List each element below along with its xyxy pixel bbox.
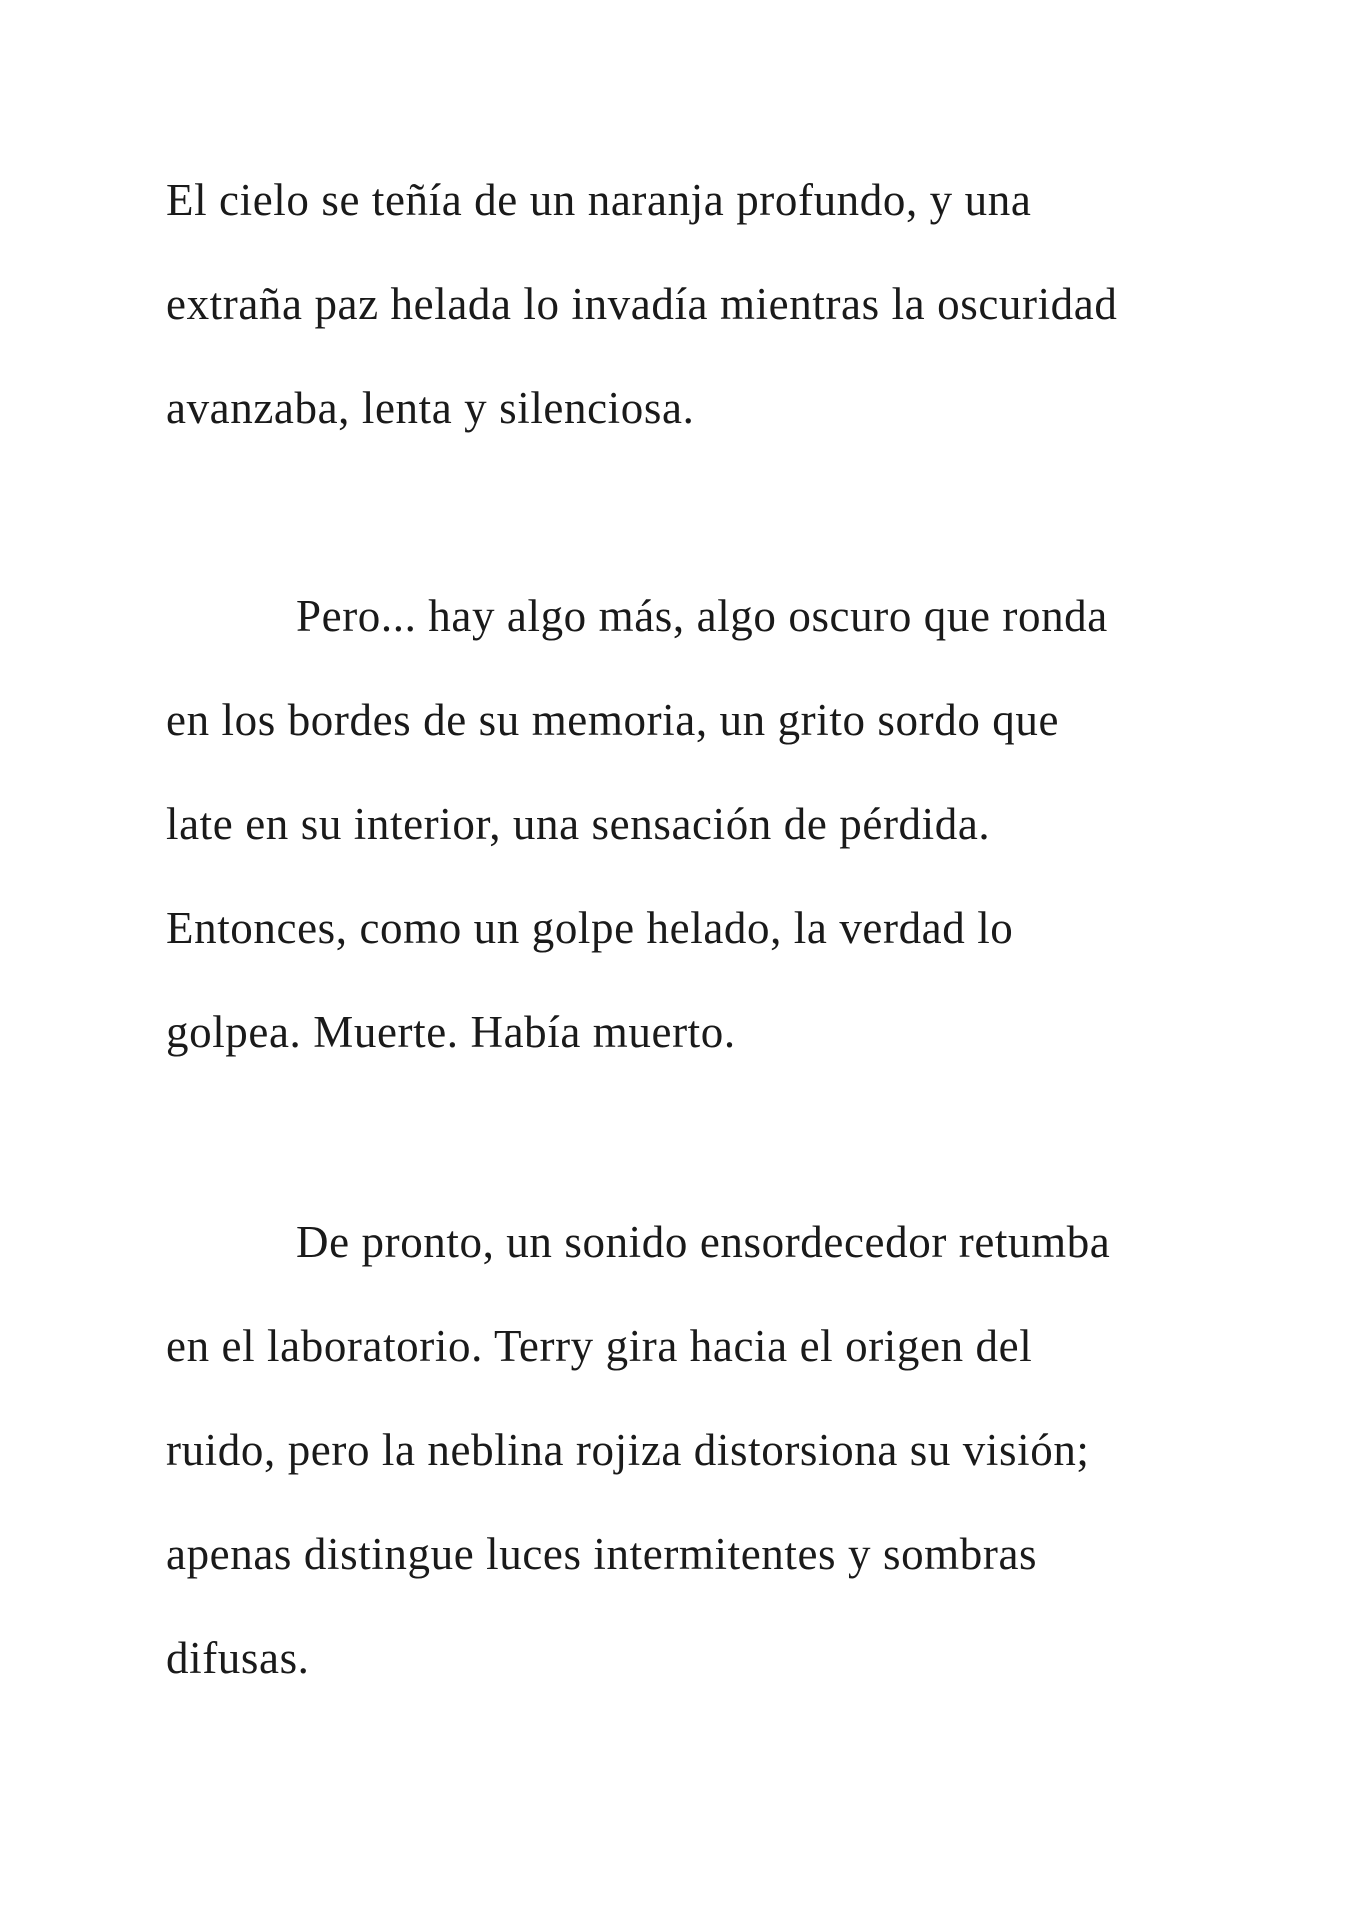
text-line: avanzaba, lenta y silenciosa.	[166, 383, 695, 433]
text-line: El cielo se teñía de un naranja profundo, y una	[166, 175, 1032, 225]
text-line: ruido, pero la neblina rojiza distorsiona su visión;	[166, 1425, 1090, 1475]
text-line: apenas distingue luces intermitentes y sombras	[166, 1529, 1038, 1579]
text-line: en el laboratorio. Terry gira hacia el origen del	[166, 1321, 1033, 1371]
text-line: difusas.	[166, 1633, 310, 1683]
text-line: Pero... hay algo más, algo oscuro que ronda	[296, 591, 1108, 641]
text-line: Entonces, como un golpe helado, la verdad lo	[166, 903, 1014, 953]
text-line: De pronto, un sonido ensordecedor retumba	[296, 1217, 1111, 1267]
text-line: golpea. Muerte. Había muerto.	[166, 1007, 736, 1057]
text-line: extraña paz helada lo invadía mientras la oscuridad	[166, 279, 1118, 329]
text-line: en los bordes de su memoria, un grito sordo que	[166, 695, 1060, 745]
text-line: late en su interior, una sensación de pérdida.	[166, 799, 991, 849]
